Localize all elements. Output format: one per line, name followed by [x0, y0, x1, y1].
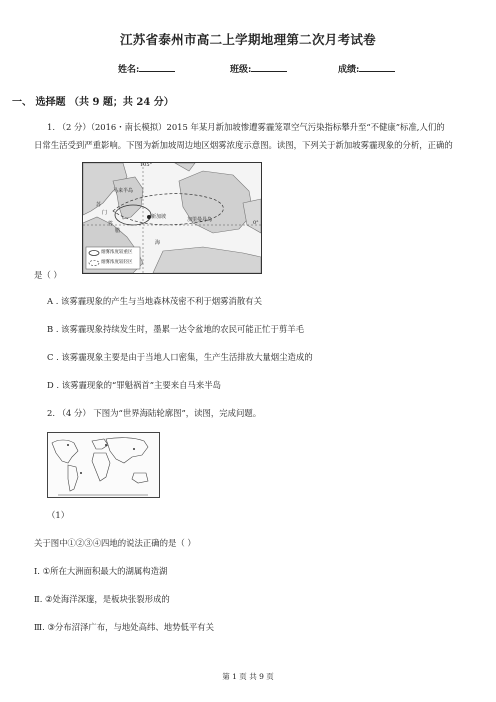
- malay-peninsula-label: 马来半岛: [113, 188, 134, 194]
- q1-option-a: A . 该雾霾现象的产生与当地森林茂密不利于烟雾消散有关: [47, 296, 263, 306]
- score-blank: [359, 62, 395, 72]
- q1-option-b: B . 该雾霾现象持续发生时，墨累一达令盆地的农民可能正忙于剪羊毛: [47, 324, 305, 334]
- q2-stem: 2. （4 分） 下图为“世界海陆轮廓图”，读图，完成问题。: [47, 408, 262, 418]
- q2-item-2: Ⅱ. ②处海洋深邃，是板块张裂形成的: [34, 594, 170, 604]
- q2-sub-number: （1）: [47, 510, 70, 520]
- sumatra-label-2: 门: [102, 210, 108, 216]
- longitude-label: 105°: [140, 162, 153, 168]
- singapore-label: 新加坡: [151, 214, 167, 220]
- section-heading: 一、 选择题 （共 9 题；共 24 分）: [12, 97, 174, 108]
- class-blank: [251, 62, 287, 72]
- class-label: 班级:: [230, 65, 252, 75]
- page-footer: 第 1 页 共 9 页: [222, 672, 274, 681]
- class-field: [230, 62, 287, 75]
- score-label: 成绩:: [338, 65, 360, 75]
- q1-option-c: C . 该雾霾现象主要是由于当地人口密集，生产生活排放大量烟尘造成的: [47, 352, 313, 362]
- legend-light-label: 烟雾浓度较轻区: [101, 260, 133, 265]
- q1-stem-line1: 1. （2 分）（2016・南长模拟）2015 年某月新加坡惨遭雾霾笼罩空气污染指标攀升至“不健康”标准,人们的: [47, 122, 445, 132]
- world-map-figure: [48, 433, 159, 497]
- q2-item-1: Ⅰ. ①所在大洲面积最大的湖属构造湖: [34, 566, 168, 576]
- name-blank: [139, 62, 175, 72]
- document-title: 江苏省泰州市高二上学期地理第二次月考试卷: [119, 32, 376, 47]
- sea-label: 海: [155, 240, 161, 246]
- haze-map-figure: [83, 163, 261, 273]
- name-field: [118, 62, 175, 75]
- name-label: 姓名:: [118, 65, 140, 75]
- q1-stem-end: 是（ ）: [34, 270, 62, 280]
- score-field: [338, 62, 395, 75]
- equator-label: 0°: [253, 220, 259, 226]
- haze-map: [82, 162, 262, 274]
- kalimantan-label: 加里曼丹岛: [187, 217, 213, 223]
- sumatra-label-4: 腊: [115, 228, 121, 234]
- sumatra-label-3: 答: [108, 221, 114, 227]
- q2-sub-stem: 关于图中①②③④四地的说法正确的是（ ）: [34, 538, 196, 548]
- q2-item-3: Ⅲ. ③分布沼泽广布，与地处高纬、地势低平有关: [34, 622, 215, 632]
- world-map: [47, 432, 160, 498]
- q1-stem-line2: 日常生活受到严重影响。下图为新加坡周边地区烟雾浓度示意图。读图，下列关于新加坡雾霾现象的分析，正确的: [34, 140, 453, 150]
- legend-heavy-label: 烟雾浓度较重区: [101, 250, 133, 255]
- q1-option-d: D . 该雾霾现象的“罪魁祸首”主要来自马来半岛: [47, 380, 222, 390]
- sumatra-label-1: 苏: [96, 202, 102, 208]
